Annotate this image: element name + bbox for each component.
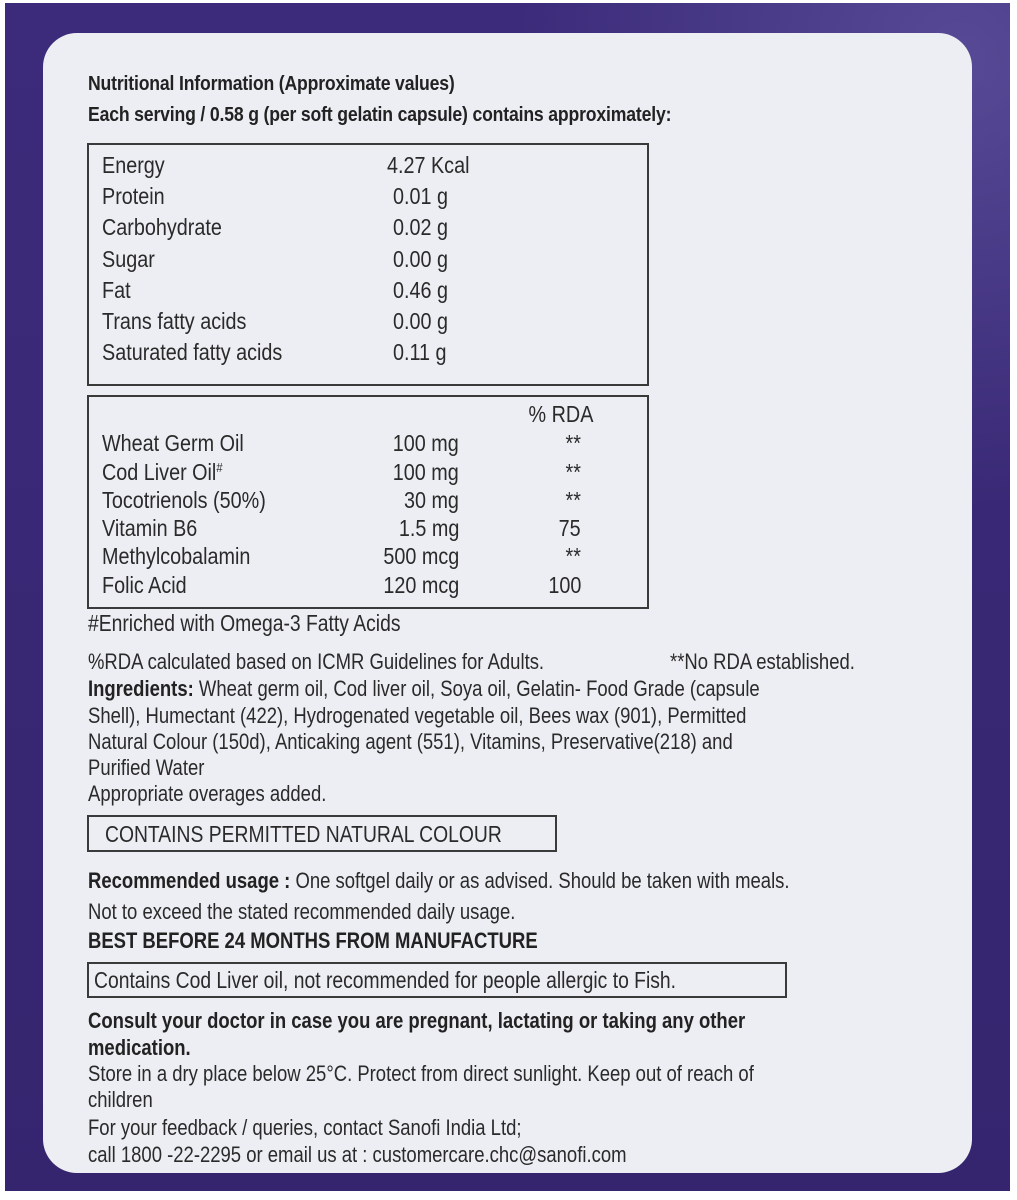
no-rda-note: **No RDA established. [670,649,855,674]
ingredient-rda: ** [565,459,581,485]
nutrient-value: 0.00 g [393,308,448,334]
nutrient-value: 0.02 g [393,214,448,240]
contact-info: For your feedback / queries, contact Sanofi India Ltd; [88,1115,522,1140]
ingredient-name: Cod Liver Oil# [102,459,223,485]
ingredient-amount: 100 mg [393,459,459,485]
overages-note: Appropriate overages added. [88,781,327,806]
nutrient-value: 4.27 Kcal [387,152,470,178]
nutrient-name: Carbohydrate [102,214,222,240]
ingredient-rda: ** [565,543,581,569]
serving-size: Each serving / 0.58 g (per soft gelatin capsule) contains approximately: [88,103,672,126]
usage-line [88,868,790,894]
nutrient-name: Trans fatty acids [102,308,247,334]
storage-instructions: Store in a dry place below 25°C. Protect from direct sunlight. Keep out of reach of [88,1061,754,1086]
allergy-notice-box [87,962,787,998]
storage-instructions-cont: children [88,1087,153,1112]
nutrition-facts-table [87,143,649,386]
usage-text: One softgel daily or as advised. Should be taken with meals. [290,868,790,893]
usage-limit: Not to exceed the stated recommended daily usage. [88,899,516,924]
composition-table [87,395,649,609]
ingredient-name: Wheat Germ Oil [102,430,244,456]
ingredients-line: Shell), Humectant (422), Hydrogenated vegetable oil, Bees wax (901), Permitted [88,703,747,728]
ingredient-name: Methylcobalamin [102,543,251,569]
nutrient-value: 0.01 g [393,183,448,209]
ingredient-amount: 500 mcg [383,543,459,569]
ingredients-text: Wheat germ oil, Cod liver oil, Soya oil, Gelatin- Food Grade (capsule [193,676,760,701]
nutrient-value: 0.46 g [393,277,448,303]
allergy-notice-text: Contains Cod Liver oil, not recommended for people allergic to Fish. [94,967,677,993]
ingredient-amount: 100 mg [393,430,459,456]
ingredient-name: Vitamin B6 [102,515,198,541]
colour-notice-box [87,815,557,852]
rda-column-header: % RDA [528,401,593,427]
ingredients-line: Natural Colour (150d), Anticaking agent (551), Vitamins, Preservative(218) and [88,729,733,754]
nutrient-name: Energy [102,152,165,178]
rda-basis-note: %RDA calculated based on ICMR Guidelines for Adults. [88,649,545,674]
ingredients-label: Ingredients: [88,676,194,701]
ingredients-line: Purified Water [88,755,205,780]
nutrient-value: 0.00 g [393,246,448,272]
ingredient-name: Tocotrienols (50%) [102,487,266,513]
footnote-marker: # [216,460,223,475]
nutrient-name: Fat [102,277,131,303]
nutrient-value: 0.11 g [393,339,447,365]
ingredient-rda: 100 [547,572,581,598]
consult-warning: Consult your doctor in case you are pregnant, lactating or taking any other [88,1008,746,1033]
ingredient-amount: 120 mcg [383,572,459,598]
best-before: BEST BEFORE 24 MONTHS FROM MANUFACTURE [88,928,538,953]
nutrient-name: Sugar [102,246,155,272]
ingredient-amount: 30 mg [404,487,459,513]
contact-details: call 1800 -22-2295 or email us at : customercare.chc@sanofi.com [88,1142,627,1167]
usage-label: Recommended usage : [88,868,291,893]
nutrient-name: Saturated fatty acids [102,339,283,365]
ingredient-rda: 75 [558,515,581,541]
nutrition-title: Nutritional Information (Approximate values) [88,72,455,95]
ingredient-amount: 1.5 mg [398,515,459,541]
omega-footnote: #Enriched with Omega-3 Fatty Acids [88,610,401,636]
consult-warning-cont: medication. [88,1035,191,1060]
colour-notice-text: CONTAINS PERMITTED NATURAL COLOUR [105,821,502,847]
ingredient-rda: ** [565,430,581,456]
ingredient-name: Folic Acid [102,572,187,598]
ingredients-line [88,676,760,702]
ingredient-rda: ** [565,487,581,513]
nutrient-name: Protein [102,183,165,209]
